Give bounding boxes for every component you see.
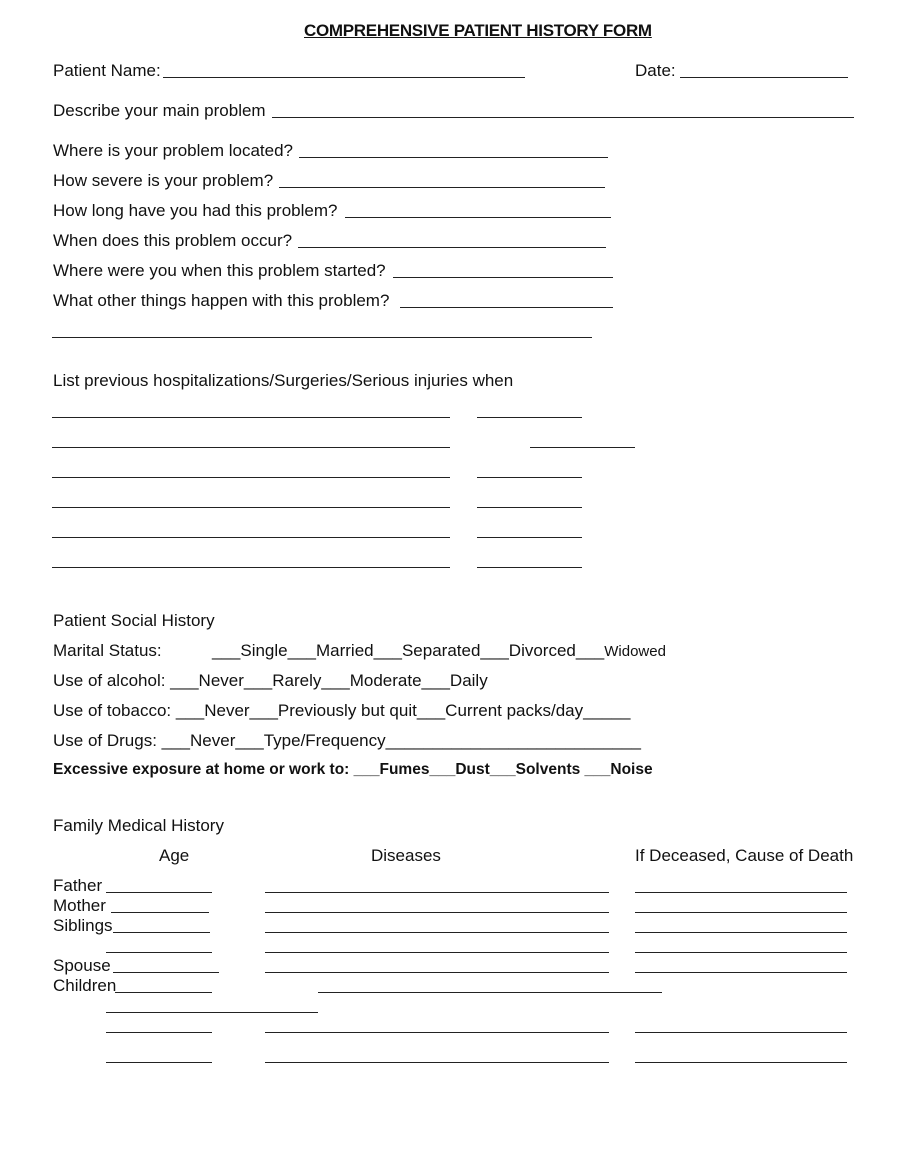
father-diseases-field[interactable] — [265, 892, 609, 893]
hospitalization-when-field[interactable] — [477, 537, 582, 538]
patient-name-label: Patient Name: — [53, 61, 161, 80]
sibling-2-age-field[interactable] — [106, 952, 212, 953]
hospitalization-entry-field[interactable] — [52, 537, 450, 538]
hospitalizations-label: List previous hospitalizations/Surgeries/Serious injuries — [53, 371, 468, 390]
where-started-label: Where were you when this problem started? — [53, 261, 386, 280]
form-title: COMPREHENSIVE PATIENT HISTORY FORM — [304, 21, 652, 40]
hospitalization-when-field[interactable] — [530, 447, 635, 448]
other-things-continuation-field[interactable] — [52, 337, 592, 338]
alcohol-use-line[interactable]: Use of alcohol: ___Never___Rarely___Moderate___Daily — [53, 671, 488, 690]
hospitalizations-heading — [53, 372, 513, 389]
occurrence-field[interactable] — [298, 247, 606, 248]
hospitalization-when-field[interactable] — [477, 507, 582, 508]
child-3-age-field[interactable] — [106, 1032, 212, 1033]
mother-age-field[interactable] — [111, 912, 209, 913]
marital-status-label: Marital Status: — [53, 641, 162, 660]
child-4-age-field[interactable] — [106, 1062, 212, 1063]
other-things-label: What other things happen with this problem? — [53, 291, 390, 310]
hospitalization-when-field[interactable] — [477, 417, 582, 418]
mother-label: Mother — [53, 896, 106, 915]
main-problem-label: Describe your main problem — [53, 101, 266, 120]
father-cause-field[interactable] — [635, 892, 847, 893]
marital-status-options[interactable] — [212, 642, 666, 659]
duration-label: How long have you had this problem? — [53, 201, 338, 220]
patient-name-field[interactable] — [163, 77, 525, 78]
sibling-2-diseases-field[interactable] — [265, 952, 609, 953]
spouse-age-field[interactable] — [113, 972, 219, 973]
cause-of-death-column-header: If Deceased, Cause of Death — [635, 846, 854, 865]
hospitalization-entry-field[interactable] — [52, 507, 450, 508]
mother-diseases-field[interactable] — [265, 912, 609, 913]
child-2-field[interactable] — [106, 1012, 318, 1013]
siblings-diseases-field[interactable] — [265, 932, 609, 933]
hospitalization-when-field[interactable] — [477, 567, 582, 568]
hospitalization-entry-field[interactable] — [52, 567, 450, 568]
hospitalization-entry-field[interactable] — [52, 477, 450, 478]
main-problem-field[interactable] — [272, 117, 854, 118]
location-label: Where is your problem located? — [53, 141, 294, 160]
child-3-cause-field[interactable] — [635, 1032, 847, 1033]
severity-field[interactable] — [279, 187, 605, 188]
severity-label: How severe is your problem? — [53, 171, 274, 190]
where-started-field[interactable] — [393, 277, 613, 278]
duration-field[interactable] — [345, 217, 611, 218]
occurrence-label: When does this problem occur? — [53, 231, 293, 250]
drug-use-line[interactable]: Use of Drugs: ___Never___Type/Frequency___________________________ — [53, 731, 641, 750]
spouse-label: Spouse — [53, 956, 111, 975]
father-age-field[interactable] — [106, 892, 212, 893]
widowed-option[interactable]: Widowed — [604, 643, 666, 660]
hospitalization-when-field[interactable] — [477, 477, 582, 478]
mother-cause-field[interactable] — [635, 912, 847, 913]
diseases-column-header: Diseases — [371, 846, 441, 865]
social-history-heading: Patient Social History — [53, 611, 215, 630]
sibling-2-cause-field[interactable] — [635, 952, 847, 953]
siblings-cause-field[interactable] — [635, 932, 847, 933]
children-label: Children — [53, 976, 117, 995]
age-column-header: Age — [159, 846, 190, 865]
child-4-cause-field[interactable] — [635, 1062, 847, 1063]
other-things-field[interactable] — [400, 307, 613, 308]
family-history-heading: Family Medical History — [53, 816, 224, 835]
children-diseases-field[interactable] — [318, 992, 662, 993]
spouse-cause-field[interactable] — [635, 972, 847, 973]
when-label: when — [472, 371, 514, 390]
child-4-diseases-field[interactable] — [265, 1062, 609, 1063]
child-3-diseases-field[interactable] — [265, 1032, 609, 1033]
children-age-field[interactable] — [115, 992, 212, 993]
siblings-age-field[interactable] — [113, 932, 210, 933]
date-field[interactable] — [680, 77, 848, 78]
location-field[interactable] — [299, 157, 608, 158]
date-label: Date: — [635, 61, 676, 80]
marital-options-text[interactable]: ___Single___Married___Separated___Divorced___ — [212, 641, 605, 660]
father-label: Father — [53, 876, 103, 895]
hospitalization-entry-field[interactable] — [52, 417, 450, 418]
tobacco-use-line[interactable]: Use of tobacco: ___Never___Previously but quit___Current packs/day_____ — [53, 701, 631, 720]
spouse-diseases-field[interactable] — [265, 972, 609, 973]
hospitalization-entry-field[interactable] — [52, 447, 450, 448]
exposure-line[interactable]: Excessive exposure at home or work to: ___Fumes___Dust___Solvents ___Noise — [53, 761, 653, 778]
siblings-label: Siblings — [53, 916, 113, 935]
